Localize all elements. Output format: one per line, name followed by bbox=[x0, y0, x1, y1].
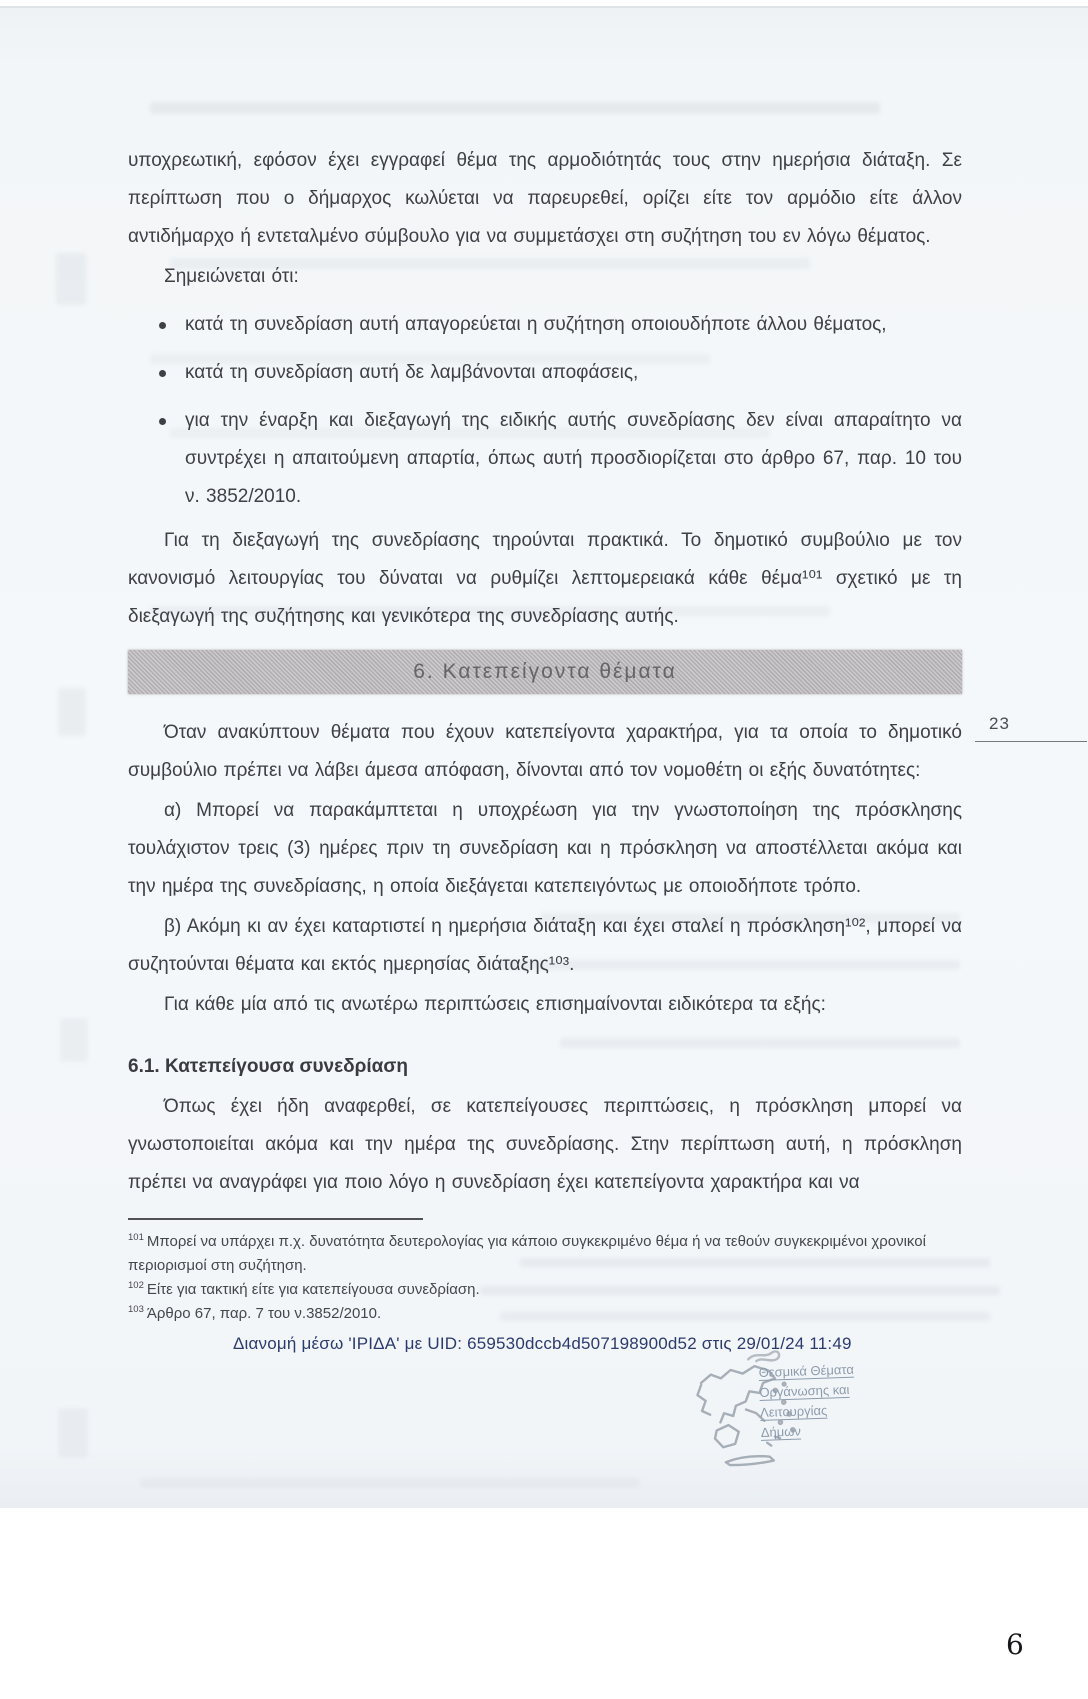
ministry-stamp bbox=[686, 1341, 890, 1478]
cases-note-paragraph: Για κάθε μία από τις ανωτέρω περιπτώσεις επισημαίνονται ειδικότερα τα εξής: bbox=[164, 994, 826, 1015]
footnote-separator bbox=[128, 1218, 423, 1220]
option-a-paragraph: α) Μπορεί να παρακάμπτεται η υποχρέωση για την γνωστοποίηση της πρόσκλησης τουλάχιστον τρεις (3) ημέρες πριν τη συνεδρίαση και η πρόσκληση να αποστέλλεται ακόμα και την ημέρα της συνεδρίασης, η οποία διεξάγεται κατεπειγόντως με οποιοδήποτε τρόπο. bbox=[128, 800, 962, 897]
footnote-text: Άρθρο 67, παρ. 7 του ν.3852/2010. bbox=[146, 1305, 382, 1322]
scan-artifact bbox=[60, 1018, 88, 1062]
scan-artifact bbox=[58, 1408, 88, 1458]
margin-page-ref-number: 23 bbox=[989, 714, 1010, 733]
subsection-heading: 6.1. Κατεπείγουσα συνεδρίαση bbox=[128, 1056, 408, 1077]
footnote-102 bbox=[128, 1278, 962, 1302]
bullet-item bbox=[185, 354, 962, 392]
margin-page-ref-rule bbox=[975, 741, 1087, 742]
footnote-103 bbox=[128, 1302, 962, 1326]
bullet-text: για την έναρξη και διεξαγωγή της ειδικής αυτής συνεδρίασης δεν είναι απαραίτητο να συντρέχει η απαιτούμενη απαρτία, όπως αυτή προσδιορίζεται στο άρθρο 67, παρ. 10 του ν. 3852/2010. bbox=[185, 410, 962, 507]
bullet-text: κατά τη συνεδρίαση αυτή δε λαμβάνονται αποφάσεις, bbox=[185, 362, 639, 383]
document-body bbox=[128, 8, 962, 1354]
scanned-page-background bbox=[0, 6, 1088, 1508]
page-number: 6 bbox=[1006, 1628, 1024, 1661]
scan-artifact bbox=[56, 253, 86, 305]
footnote-text: Είτε για τακτική είτε για κατεπείγουσα συνεδρίαση. bbox=[146, 1281, 480, 1298]
footnote-marker: 102 bbox=[128, 1280, 144, 1291]
footnote-101 bbox=[128, 1230, 962, 1278]
urgent-meeting-paragraph: Όπως έχει ήδη αναφερθεί, σε κατεπείγουσες περιπτώσεις, η πρόσκληση μπορεί να γνωστοποιείται ακόμα και την ημέρα της συνεδρίασης. Στην περίπτωση αυτή, η πρόσκληση πρέπει να αναγράφει για ποιο λόγο η συνεδρίαση έχει κατεπείγοντα χαρακτήρα και να bbox=[128, 1096, 962, 1193]
footnote-marker: 101 bbox=[128, 1232, 144, 1243]
scan-artifact bbox=[58, 688, 86, 736]
footnote-text: Μπορεί να υπάρχει π.χ. δυνατότητα δευτερολογίας για κάποιο συγκεκριμένο θέμα ή να τεθούν συγκεκριμένοι χρονικοί περιορισμοί στη συζήτηση. bbox=[128, 1233, 926, 1274]
margin-page-ref bbox=[975, 714, 1087, 742]
section-heading: 6. Κατεπείγοντα θέματα bbox=[413, 660, 677, 683]
distribution-line: Διανομή μέσω 'ΙΡΙΔΑ' με UID: 659530dccb4d507198900d52 στις 29/01/24 11:49 bbox=[233, 1334, 852, 1353]
urgent-intro-paragraph: Όταν ανακύπτουν θέματα που έχουν κατεπείγοντα χαρακτήρα, για τα οποία το δημοτικό συμβούλιο πρέπει να λάβει άμεσα απόφαση, δίνονται από τον νομοθέτη οι εξής δυνατότητες: bbox=[128, 722, 962, 781]
stamp-text-line: Λειτουργίας bbox=[759, 1402, 828, 1420]
intro-paragraph: υποχρεωτική, εφόσον έχει εγγραφεί θέμα της αρμοδιότητάς τους στην ημερήσια διάταξη. Σε περίπτωση που ο δήμαρχος κωλύεται να παρευρεθεί, ορίζει είτε τον αρμόδιο είτε άλλον αντιδήμαρχο ή εντεταλμένο σύμβουλο για να συμμετάσχει στη συζήτηση του εν λόγω θέματος. bbox=[128, 150, 962, 247]
footnote-marker: 103 bbox=[128, 1304, 144, 1315]
bullet-list bbox=[128, 306, 962, 516]
stamp-text-line: Οργάνωσης και bbox=[759, 1381, 850, 1400]
section-heading-banner bbox=[128, 650, 962, 694]
note-lead: Σημειώνεται ότι: bbox=[164, 266, 299, 287]
scan-artifact bbox=[140, 1478, 640, 1488]
minutes-paragraph: Για τη διεξαγωγή της συνεδρίασης τηρούνται πρακτικά. Το δημοτικό συμβούλιο με τον κανονισμό λειτουργίας του δύναται να ρυθμίζει λεπτομερειακά κάθε θέμα¹⁰¹ σχετικό με τη διεξαγωγή της συζήτησης και γενικότερα της συνεδρίασης αυτής. bbox=[128, 530, 962, 627]
bullet-text: κατά τη συνεδρίαση αυτή απαγορεύεται η συζήτηση οποιουδήποτε άλλου θέματος, bbox=[185, 314, 887, 335]
stamp-text-line: Θεσμικά Θέματα bbox=[758, 1361, 855, 1380]
bullet-item bbox=[185, 402, 962, 516]
option-b-paragraph: β) Ακόμη κι αν έχει καταρτιστεί η ημερήσια διάταξη και έχει σταλεί η πρόσκληση¹⁰², μπορεί να συζητούνται θέματα και εκτός ημερησίας διάταξης¹⁰³. bbox=[128, 916, 962, 975]
stamp-text-line: Δήμων bbox=[760, 1423, 802, 1440]
stamp-text bbox=[758, 1359, 881, 1443]
bullet-item bbox=[185, 306, 962, 344]
